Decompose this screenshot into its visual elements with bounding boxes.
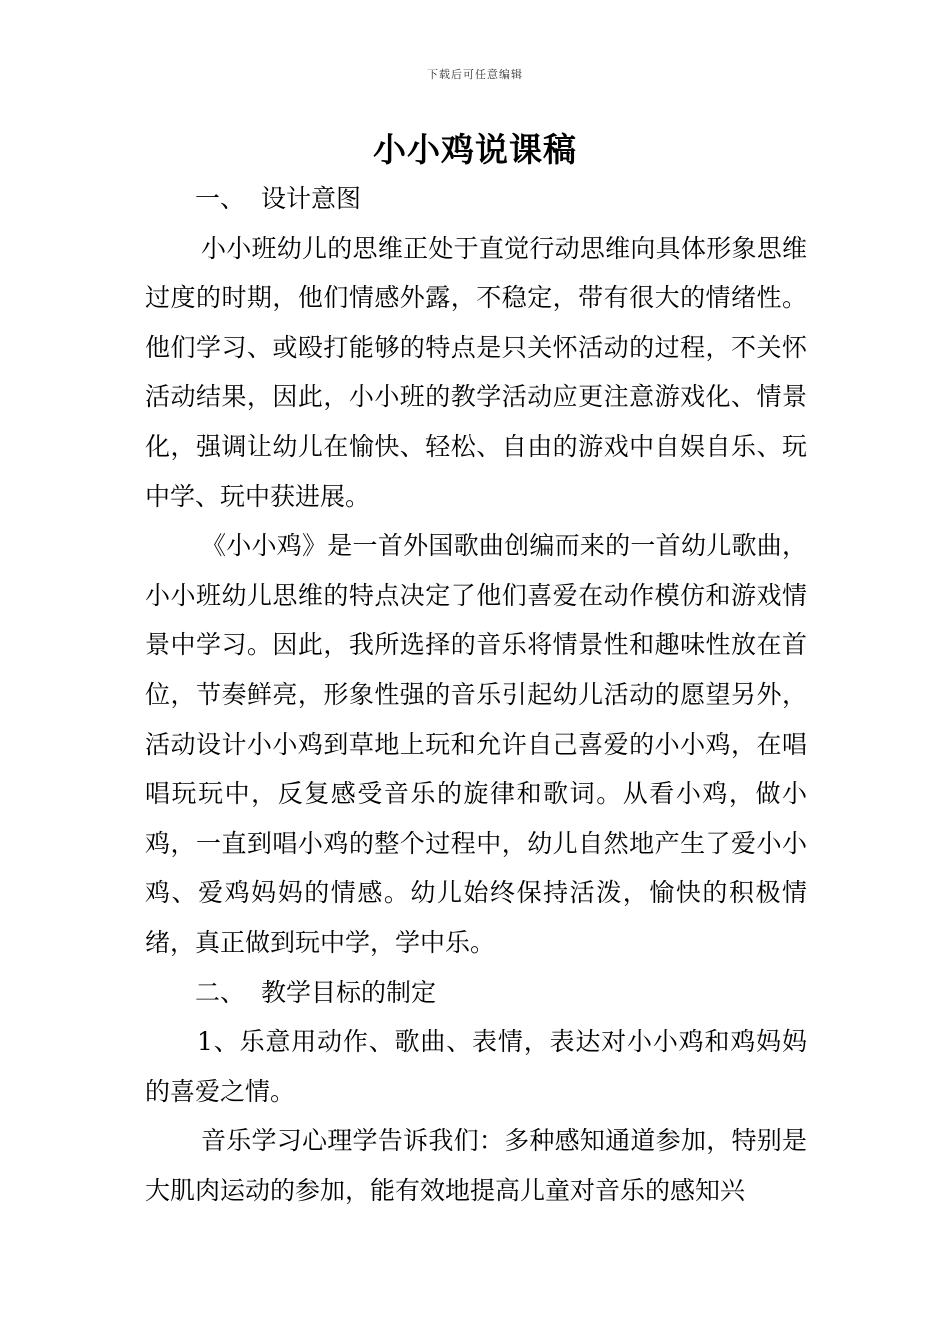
document-body [145, 174, 807, 1215]
document-title: 小小鸡说课稿 [373, 130, 577, 169]
section-heading-2 [145, 968, 807, 1018]
paragraph-song: 《小小鸡》是一首外国歌曲创编而来的一首幼儿歌曲，小小班幼儿思维的特点决定了他们喜爱在动作模仿和游戏情景中学习。因此，我所选择的音乐将情景性和趣味性放在首位，节奏鲜亮，形象性强的音乐引起幼儿活动的愿望另外，活动设计小小鸡到草地上玩和允许自己喜爱的小小鸡，在唱唱玩玩中，反复感受音乐的旋律和歌词。从看小鸡，做小鸡，一直到唱小鸡的整个过程中，幼儿自然地产生了爱小小鸡、爱鸡妈妈的情感。幼儿始终保持活泼，愉快的积极情绪，真正做到玩中学，学中乐。 [145, 531, 807, 957]
section-heading-text: 设计意图 [261, 184, 362, 213]
section-heading-1 [145, 174, 807, 224]
section-number: 一、 [195, 184, 246, 213]
section-number: 二、 [195, 977, 246, 1007]
page-header-note: 下载后可任意编辑 [427, 68, 523, 81]
paragraph-psychology: 音乐学习心理学告诉我们：多种感知通道参加，特别是大肌肉运动的参加，能有效地提高儿童对音乐的感知兴 [145, 1126, 807, 1205]
section-heading-text: 教学目标的制定 [261, 977, 437, 1007]
paragraph-goal-1: 1、乐意用动作、歌曲、表情，表达对小小鸡和鸡妈妈的喜爱之情。 [145, 1027, 807, 1106]
paragraph-intro: 小小班幼儿的思维正处于直觉行动思维向具体形象思维过度的时期，他们情感外露，不稳定，带有很大的情绪性。他们学习、或殴打能够的特点是只关怀活动的过程，不关怀活动结果，因此，小小班的教学活动应更注意游戏化、情景化，强调让幼儿在愉快、轻松、自由的游戏中自娱自乐、玩中学、玩中获进展。 [145, 233, 807, 511]
